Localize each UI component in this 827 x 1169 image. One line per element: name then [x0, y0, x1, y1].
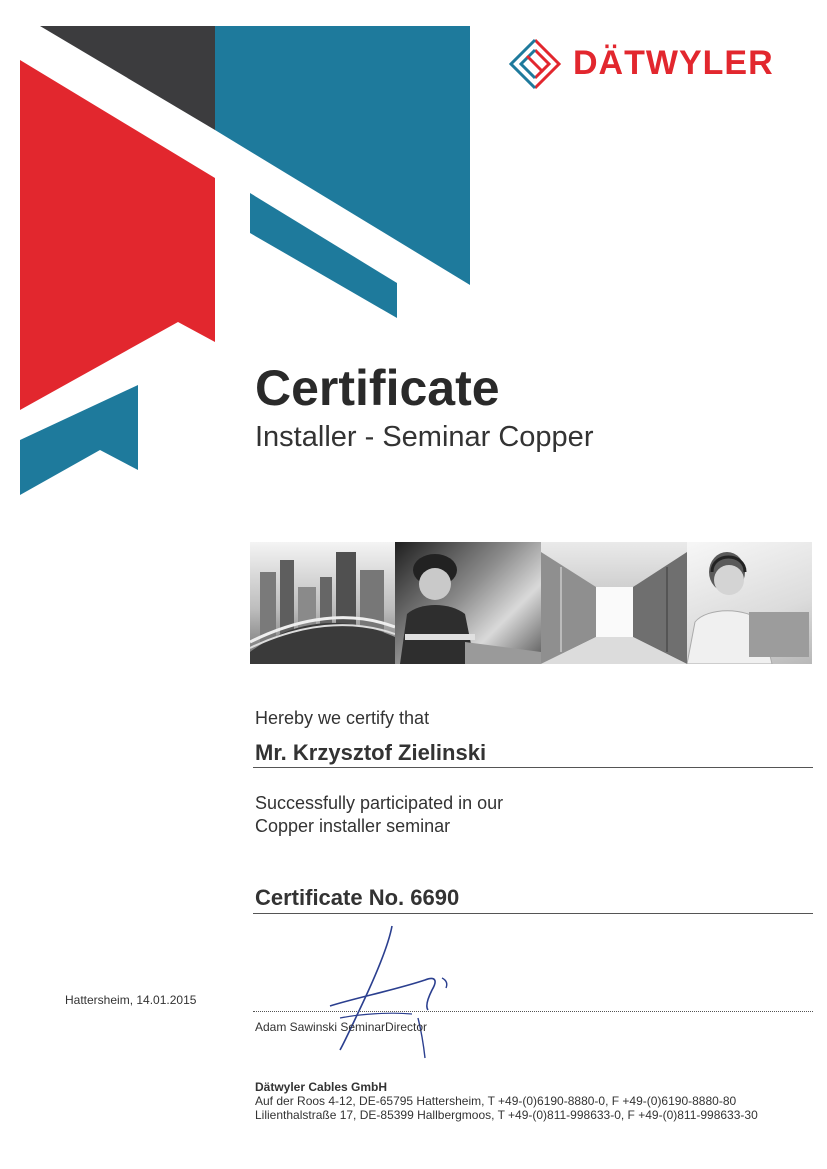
certify-intro: Hereby we certify that — [255, 708, 430, 728]
firefighter-image — [395, 542, 541, 664]
certificate-title: Certificate — [255, 360, 500, 416]
handwritten-signature — [300, 918, 470, 1068]
datwyler-logo-icon — [507, 36, 563, 92]
participation-line-2: Copper installer seminar — [255, 816, 451, 836]
company-footer — [255, 1080, 758, 1122]
recipient-name: Mr. Krzysztof Zielinski — [255, 740, 487, 765]
participation-text — [255, 792, 503, 838]
city-skyline-image — [250, 542, 395, 664]
company-name: Dätwyler Cables GmbH — [255, 1080, 388, 1094]
company-address-1: Auf der Roos 4-12, DE-65795 Hattersheim, T +49-(0)6190-8880-0, F +49-(0)6190-8880-80 — [255, 1094, 737, 1108]
blue-banner-shape — [215, 26, 470, 285]
signatory-name: Adam Sawinski SeminarDirector — [255, 1020, 428, 1034]
certificate-number-underline — [253, 913, 813, 914]
certificate-subtitle: Installer - Seminar Copper — [255, 421, 594, 453]
call-center-agent-image — [687, 542, 812, 664]
data-center-image — [541, 542, 687, 664]
blue-lower-shape — [20, 385, 138, 495]
place-and-date: Hattersheim, 14.01.2015 — [65, 993, 197, 1007]
participation-line-1: Successfully participated in our — [255, 793, 504, 813]
brand-name: DÄTWYLER — [573, 44, 774, 82]
certificate-number: Certificate No. 6690 — [255, 885, 460, 910]
company-address-2: Lilienthalstraße 17, DE-85399 Hallbergmoos, T +49-(0)811-998633-0, F +49-(0)811-998633-30 — [255, 1108, 758, 1122]
photo-strip — [250, 542, 812, 664]
recipient-underline — [253, 767, 813, 768]
datwyler-logo — [507, 36, 797, 92]
